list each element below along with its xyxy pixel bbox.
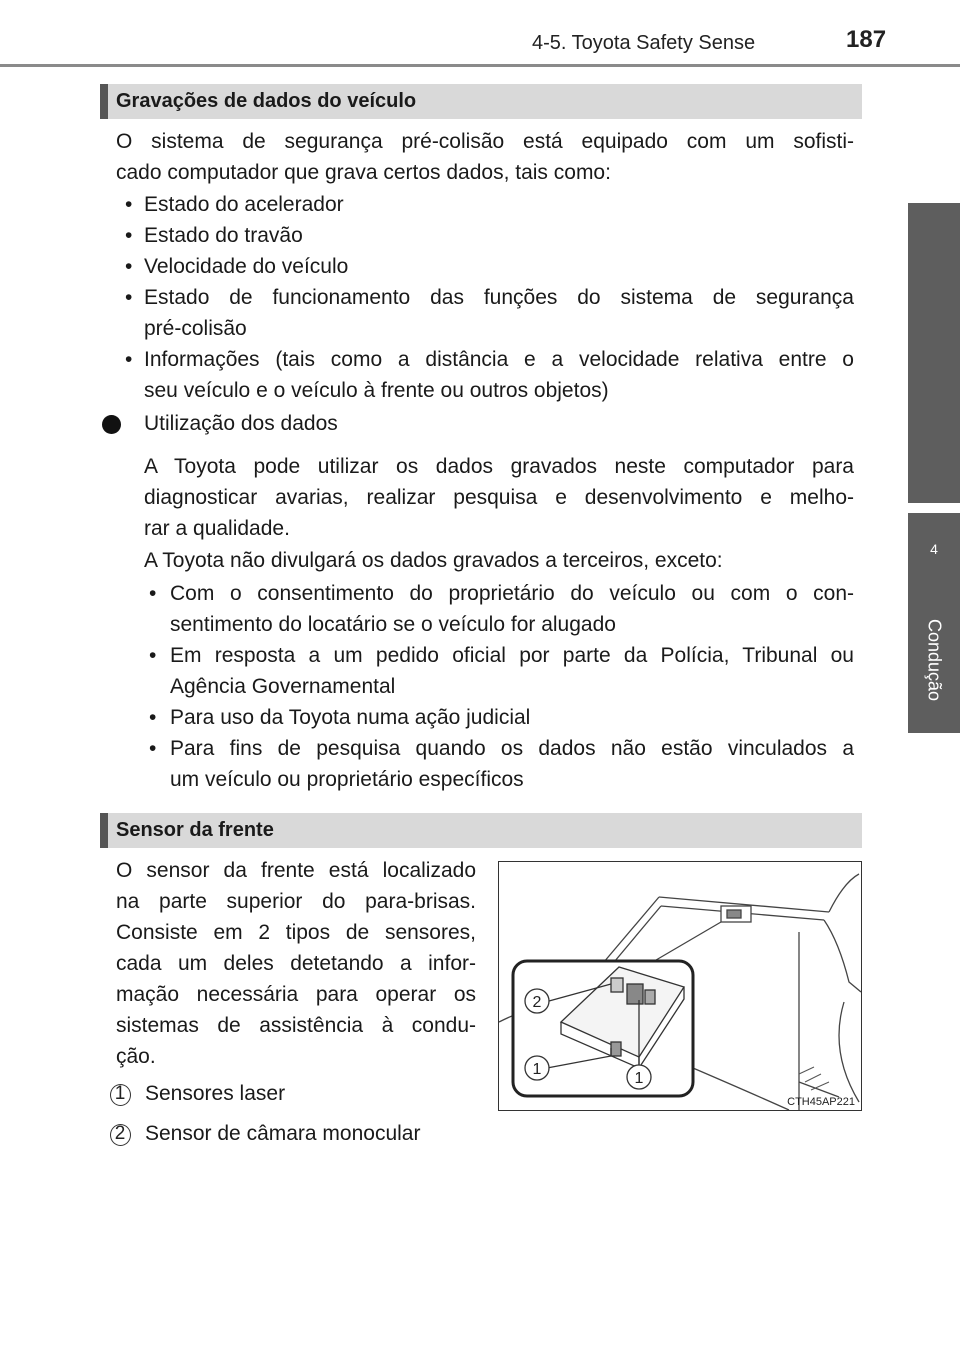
- list-item: Estado do acelerador: [144, 193, 344, 216]
- section-heading-front-sensor: [100, 813, 862, 848]
- list-item: Velocidade do veículo: [144, 255, 349, 278]
- description-line: na parte superior do para-brisas.: [116, 890, 476, 913]
- circle-bullet-icon: [102, 415, 121, 434]
- section-title: Gravações de dados do veículo: [116, 90, 417, 112]
- side-tab-blank: [908, 203, 960, 503]
- description-line: cada um deles detetando a infor-: [116, 952, 476, 975]
- chapter-label: Condução: [924, 618, 945, 702]
- section-title: Sensor da frente: [116, 819, 274, 841]
- exception-item-continuation: um veículo ou proprietário específicos: [170, 768, 524, 791]
- legend-marker: 2: [108, 1122, 132, 1146]
- paragraph-line: diagnosticar avarias, realizar pesquisa e desenvolvimento e melho-: [144, 486, 854, 509]
- exception-item-continuation: Agência Governamental: [170, 675, 396, 698]
- exception-item: Em resposta a um pedido oficial por parte da Polícia, Tribunal ou: [170, 644, 854, 667]
- bullet-point: •: [149, 737, 157, 760]
- subheading: Utilização dos dados: [144, 412, 338, 435]
- bullet-point: •: [125, 224, 133, 247]
- figure-code: CTH45AP221: [787, 1096, 855, 1108]
- page-number: 187: [846, 26, 887, 53]
- paragraph-line: rar a qualidade.: [144, 517, 290, 540]
- exception-item: Para uso da Toyota numa ação judicial: [170, 706, 531, 729]
- description-line: mação necessária para operar os: [116, 983, 476, 1006]
- bullet-point: •: [125, 255, 133, 278]
- figure-callout: 1: [634, 1070, 644, 1087]
- bullet-point: •: [125, 193, 133, 216]
- description-line: Consiste em 2 tipos de sensores,: [116, 921, 476, 944]
- chapter-number: 4: [930, 541, 938, 557]
- figure-callout: 1: [532, 1061, 542, 1078]
- running-header: 4-5. Toyota Safety Sense: [532, 32, 756, 54]
- description-line: sistemas de assistência à condu-: [116, 1014, 476, 1037]
- exception-item: Com o consentimento do proprietário do veículo ou com o con-: [170, 582, 854, 605]
- legend-marker: 1: [108, 1082, 132, 1106]
- paragraph-line: A Toyota não divulgará os dados gravados a terceiros, exceto:: [144, 549, 723, 572]
- legend-label: Sensores laser: [145, 1082, 286, 1105]
- description-line: ção.: [116, 1045, 156, 1068]
- bullet-point: •: [125, 348, 133, 371]
- bullet-point: •: [149, 706, 157, 729]
- exception-item: Para fins de pesquisa quando os dados não estão vinculados a: [170, 737, 854, 760]
- list-item-continuation: seu veículo e o veículo à frente ou outros objetos): [144, 379, 609, 402]
- description-line: O sensor da frente está localizado: [116, 859, 476, 882]
- intro-line: cado computador que grava certos dados, tais como:: [116, 161, 611, 184]
- front-sensor-illustration: [498, 861, 862, 1111]
- legend-label: Sensor de câmara monocular: [145, 1122, 421, 1145]
- header-divider: [0, 64, 960, 67]
- chapter-tab: [908, 513, 960, 733]
- list-item: Estado de funcionamento das funções do sistema de segurança: [144, 286, 854, 309]
- list-item: Estado do travão: [144, 224, 303, 247]
- windshield-sensor-drawing: [499, 862, 861, 1110]
- list-item-continuation: pré-colisão: [144, 317, 247, 340]
- figure-callout: 2: [532, 994, 542, 1011]
- intro-line: O sistema de segurança pré-colisão está equipado com um sofisti-: [116, 130, 854, 153]
- section-heading-data-recording: [100, 84, 862, 119]
- bullet-point: •: [149, 644, 157, 667]
- list-item: Informações (tais como a distância e a velocidade relativa entre o: [144, 348, 854, 371]
- bullet-point: •: [149, 582, 157, 605]
- exception-item-continuation: sentimento do locatário se o veículo for alugado: [170, 613, 616, 636]
- paragraph-line: A Toyota pode utilizar os dados gravados neste computador para: [144, 455, 854, 478]
- bullet-point: •: [125, 286, 133, 309]
